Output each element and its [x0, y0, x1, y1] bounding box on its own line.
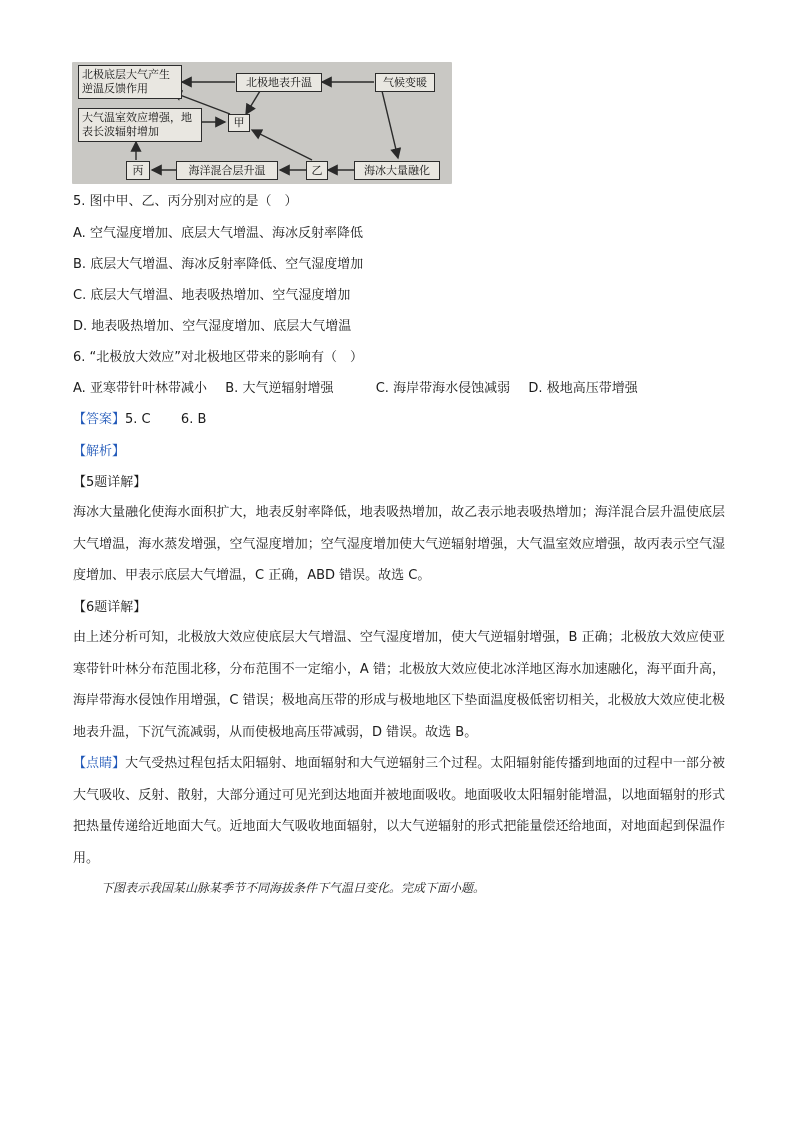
option-letter: A. [73, 381, 86, 396]
option-text: 亚寒带针叶林带减小 [89, 381, 207, 396]
node-yi: 乙 [306, 161, 328, 180]
q6-stem: 6. “北极放大效应”对北极地区带来的影响有（ ） [73, 350, 364, 365]
q5-detail-tag: 【5题详解】 [73, 475, 147, 490]
node-sea-ice: 海冰大量融化 [354, 161, 440, 180]
option-letter: A. [73, 226, 86, 241]
answer-5: 5. C [125, 412, 151, 427]
q5-stem: 5. 图中甲、乙、丙分别对应的是（ ） [73, 194, 298, 209]
answer-6: 6. B [180, 412, 207, 427]
analysis-tag: 【解析】 [73, 444, 126, 459]
option-letter: C. [73, 288, 87, 303]
q5-option-b [73, 256, 363, 274]
q6-options-row [73, 380, 638, 398]
option-letter: B. [73, 257, 87, 272]
option-text: 空气湿度增加、底层大气增温、海冰反射率降低 [89, 226, 363, 241]
arrow-climate-to-seaice [382, 91, 398, 158]
node-climate-warming: 气候变暖 [375, 73, 435, 92]
option-text: 极地高压带增强 [546, 381, 638, 396]
arrow-yi-to-jia [252, 130, 312, 160]
option-text: 地表吸热增加、空气湿度增加、底层大气增温 [91, 319, 352, 334]
option-text: 大气逆辐射增强 [242, 381, 334, 396]
answer-tag: 【答案】 [73, 412, 126, 427]
node-bing: 丙 [126, 161, 150, 180]
option-text: 海岸带海水侵蚀减弱 [393, 381, 511, 396]
option-letter: D. [73, 319, 88, 334]
q5-option-c [73, 287, 350, 305]
q5-option-a [73, 225, 363, 243]
tip-tag: 【点睛】 [73, 756, 126, 771]
node-ocean-mixed-layer: 海洋混合层升温 [176, 161, 278, 180]
tip-text: 大气受热过程包括太阳辐射、地面辐射和大气逆辐射三个过程。太阳辐射能传播到地面的过程中一部分被大气吸收、反射、散射，大部分通过可见光到达地面并被地面吸收。地面吸收太阳辐射能增温，以地面辐射的形式把热量传递给近地面大气。近地面大气吸收地面辐射，以大气逆辐射的形式把能量偿还给地面，对地面起到保温作用。 [73, 756, 725, 866]
node-feedback: 北极底层大气产生逆温反馈作用 [78, 65, 182, 99]
option-letter: D. [528, 381, 543, 396]
tip-paragraph [73, 748, 725, 874]
option-text: 底层大气增温、地表吸热增加、空气湿度增加 [90, 288, 351, 303]
flow-diagram [72, 62, 452, 184]
q5-detail-text: 海冰大量融化使海水面积扩大，地表反射率降低，地表吸热增加，故乙表示地表吸热增加；海洋混合层升温使底层大气增温，海水蒸发增强，空气湿度增加；空气湿度增加使大气逆辐射增强，大气温室效应增强，故丙表示空气湿度增加、甲表示底层大气增温，C 正确，ABD 错误。故选 C。 [73, 505, 725, 583]
q6-detail-text: 由上述分析可知，北极放大效应使底层大气增温、空气湿度增加，使大气逆辐射增强，B 正确；北极放大效应使亚寒带针叶林分布范围北移，分布范围不一定缩小，A 错；北极放大效应使北冰洋地区海水加速融化，海平面升高，海岸带海水侵蚀作用增强，C 错误；极地高压带的形成与极地地区下垫面温度极低密切相关，北极放大效应使北极地表升温，下沉气流减弱，从而使极地高压带减弱，D 错误。故选 B。 [73, 630, 725, 740]
arrow-surface-to-jia [246, 91, 260, 114]
option-text: 底层大气增温、海冰反射率降低、空气湿度增加 [90, 257, 364, 272]
node-surface-warming: 北极地表升温 [236, 73, 322, 92]
q5-option-d [73, 318, 351, 336]
option-letter: B. [225, 381, 239, 396]
q6-detail-tag: 【6题详解】 [73, 600, 147, 615]
node-jia: 甲 [228, 114, 250, 132]
answer-row [73, 411, 206, 429]
node-greenhouse: 大气温室效应增强，地表长波辐射增加 [78, 108, 202, 142]
option-letter: C. [375, 381, 389, 396]
next-question-intro: 下图表示我国某山脉某季节不同海拔条件下气温日变化。完成下面小题。 [101, 881, 486, 895]
